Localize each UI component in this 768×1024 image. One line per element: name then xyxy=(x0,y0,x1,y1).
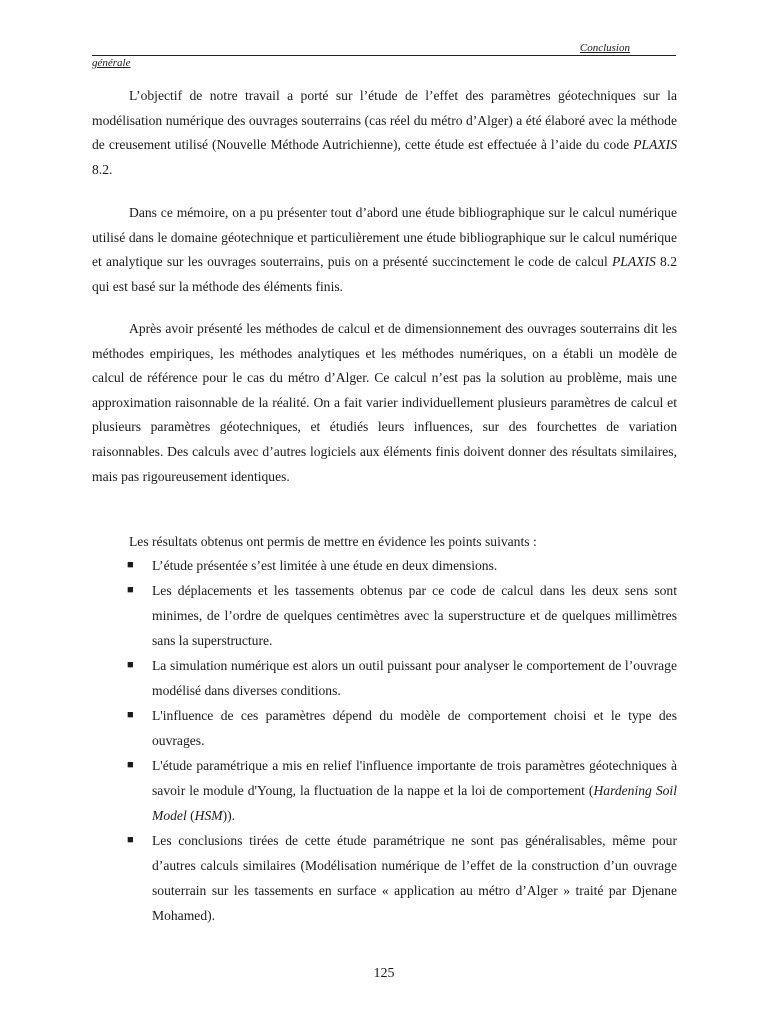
bullet-square-icon: ■ xyxy=(127,659,134,671)
results-list xyxy=(92,553,677,928)
software-name: PLAXIS xyxy=(611,254,656,270)
header-rule xyxy=(92,55,676,56)
list-item: ■ L'étude paramétrique a mis en relief l'influence importante de trois paramètres géotechniques à savoir le module d'Young, la fluctuation de la nappe et la loi de comportement (Hardening Soil Model (HSM)). xyxy=(92,753,677,828)
results-intro: Les résultats obtenus ont permis de mettre en évidence les points suivants : xyxy=(129,534,537,549)
page-number: 125 xyxy=(373,966,395,981)
list-item: ■ Les conclusions tirées de cette étude paramétrique ne sont pas généralisables, même pour d’autres calculs similaires (Modélisation numérique de l’effet de la construction d’un ouvrage souterrain sur les tassements en surface « application au métro d’Alger » traité par Djenane Mohamed). xyxy=(92,828,677,928)
bullet-square-icon: ■ xyxy=(127,709,134,721)
bullet-square-icon: ■ xyxy=(127,559,134,571)
list-item: ■ La simulation numérique est alors un outil puissant pour analyser le comportement de l’ouvrage modélisé dans diverses conditions. xyxy=(92,653,677,703)
paragraph-objective: L’objectif de notre travail a porté sur l’étude de l’effet des paramètres géotechniques sur la modélisation numérique des ouvrages souterrains (cas réel du métro d’Alger) a été élaboré avec la méthode de creusement utilisé (Nouvelle Méthode Autrichienne), cette étude est effectuée à l’aide du code PLAXIS 8.2. xyxy=(92,88,677,177)
bullet-square-icon: ■ xyxy=(127,759,134,771)
paragraph-bibliography: Dans ce mémoire, on a pu présenter tout d’abord une étude bibliographique sur le calcul numérique utilisé dans le domaine géotechnique et particulièrement une étude bibliographique sur le calcul numérique et analytique sur les ouvrages souterrains, puis on a présenté succinctement le code de calcul PLAXIS 8.2 qui est basé sur la méthode des éléments finis. xyxy=(92,205,677,294)
header-section-title: Conclusion xyxy=(579,42,630,54)
software-name: PLAXIS xyxy=(633,137,677,153)
list-item: ■ L'influence de ces paramètres dépend du modèle de comportement choisi et le type des ouvrages. xyxy=(92,703,677,753)
header-section-title-continued: générale xyxy=(92,57,131,69)
list-item: ■ L’étude présentée s’est limitée à une étude en deux dimensions. xyxy=(92,553,677,578)
bullet-square-icon: ■ xyxy=(127,584,134,596)
list-item: ■ Les déplacements et les tassements obtenus par ce code de calcul dans les deux sens sont minimes, de l’ordre de quelques centimètres avec la superstructure et de quelques millimètres sans la superstructure. xyxy=(92,578,677,653)
bullet-square-icon: ■ xyxy=(127,834,134,846)
paragraph-methods: Après avoir présenté les méthodes de calcul et de dimensionnement des ouvrages souterrains dit les méthodes empiriques, les méthodes analytiques et les méthodes numériques, on a établi un modèle de calcul de référence pour le cas du métro d’Alger. Ce calcul n’est pas la solution au problème, mais une approximation raisonnable de la réalité. On a fait varier individuellement plusieurs paramètres de calcul et plusieurs paramètres géotechniques, et étudiés leurs influences, sur des fourchettes de variation raisonnables. Des calculs avec d’autres logiciels aux éléments finis doivent donner des résultats similaires, mais pas rigoureusement identiques. xyxy=(92,321,677,484)
results-section xyxy=(92,531,677,928)
